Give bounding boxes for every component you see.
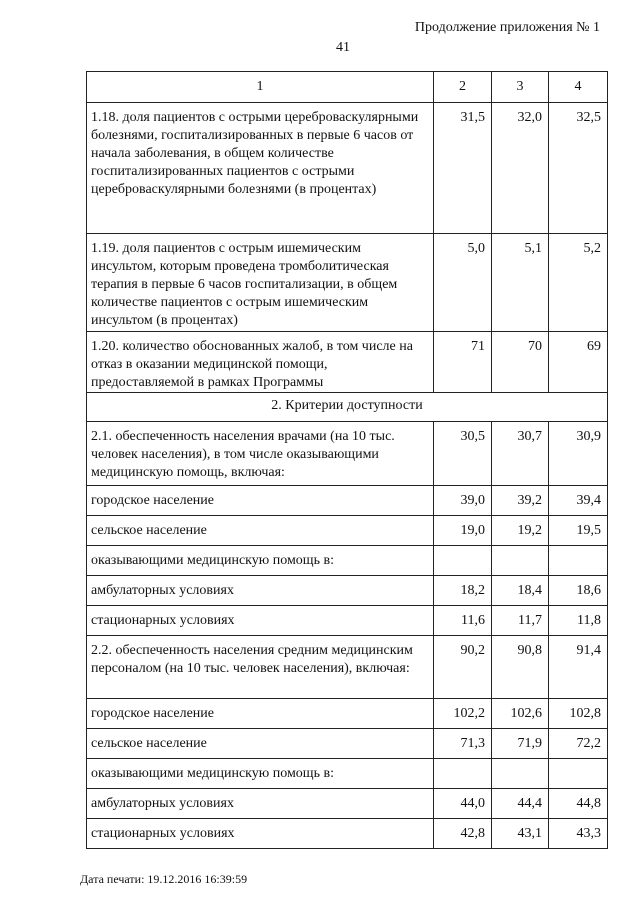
row-label: амбулаторных условиях <box>87 576 434 606</box>
value-cell: 30,7 <box>492 422 549 486</box>
value-cell: 44,0 <box>434 789 492 819</box>
row-label: оказывающими медицинскую помощь в: <box>87 546 434 576</box>
table-row <box>87 516 608 546</box>
value-cell: 39,0 <box>434 486 492 516</box>
value-cell: 11,7 <box>492 606 549 636</box>
value-cell: 18,4 <box>492 576 549 606</box>
column-header: 3 <box>492 72 549 103</box>
value-cell: 71,3 <box>434 729 492 759</box>
row-label: 2.2. обеспеченность населения средним медицинским персоналом (на 10 тыс. человек населения), включая: <box>87 636 434 699</box>
value-cell: 18,6 <box>549 576 608 606</box>
row-label: сельское население <box>87 516 434 546</box>
value-cell: 19,5 <box>549 516 608 546</box>
value-cell: 90,8 <box>492 636 549 699</box>
table-row <box>87 789 608 819</box>
value-cell <box>434 759 492 789</box>
value-cell: 44,4 <box>492 789 549 819</box>
table-row <box>87 422 608 486</box>
value-cell <box>492 759 549 789</box>
value-cell: 39,4 <box>549 486 608 516</box>
column-header: 2 <box>434 72 492 103</box>
column-header: 1 <box>87 72 434 103</box>
row-label: 1.18. доля пациентов с острыми цереброваскулярными болезнями, госпитализированных в первые 6 часов от начала заболевания, в общем количестве госпитализированных пациентов с острыми цереброваскулярными болезнями (в процентах) <box>87 103 434 234</box>
value-cell: 43,1 <box>492 819 549 849</box>
value-cell <box>549 759 608 789</box>
value-cell: 70 <box>492 332 549 393</box>
value-cell <box>434 546 492 576</box>
value-cell: 11,6 <box>434 606 492 636</box>
value-cell: 72,2 <box>549 729 608 759</box>
table-row <box>87 636 608 699</box>
value-cell: 32,0 <box>492 103 549 234</box>
value-cell: 90,2 <box>434 636 492 699</box>
value-cell: 102,2 <box>434 699 492 729</box>
row-label: амбулаторных условиях <box>87 789 434 819</box>
row-label: 2.1. обеспеченность населения врачами (на 10 тыс. человек населения), в том числе оказывающими медицинскую помощь, включая: <box>87 422 434 486</box>
value-cell: 69 <box>549 332 608 393</box>
value-cell: 11,8 <box>549 606 608 636</box>
value-cell <box>549 546 608 576</box>
value-cell: 71 <box>434 332 492 393</box>
table-row <box>87 729 608 759</box>
table-row <box>87 332 608 393</box>
continuation-note: Продолжение приложения № 1 <box>414 20 600 35</box>
criteria-table <box>86 71 608 849</box>
value-cell: 30,9 <box>549 422 608 486</box>
table-row <box>87 699 608 729</box>
value-cell: 32,5 <box>549 103 608 234</box>
value-cell: 19,0 <box>434 516 492 546</box>
row-label: сельское население <box>87 729 434 759</box>
value-cell: 102,8 <box>549 699 608 729</box>
table-row <box>87 234 608 332</box>
value-cell: 44,8 <box>549 789 608 819</box>
section-heading: 2. Критерии доступности <box>87 393 608 422</box>
value-cell: 31,5 <box>434 103 492 234</box>
value-cell: 42,8 <box>434 819 492 849</box>
row-label: оказывающими медицинскую помощь в: <box>87 759 434 789</box>
value-cell: 43,3 <box>549 819 608 849</box>
table-row <box>87 576 608 606</box>
value-cell: 18,2 <box>434 576 492 606</box>
row-label: стационарных условиях <box>87 819 434 849</box>
section-row <box>87 393 608 422</box>
row-label: стационарных условиях <box>87 606 434 636</box>
table-row <box>87 819 608 849</box>
row-label: 1.20. количество обоснованных жалоб, в том числе на отказ в оказании медицинской помощи, предоставляемой в рамках Программы <box>87 332 434 393</box>
value-cell: 30,5 <box>434 422 492 486</box>
value-cell: 91,4 <box>549 636 608 699</box>
value-cell: 102,6 <box>492 699 549 729</box>
page-number: 41 <box>336 40 350 55</box>
value-cell: 5,0 <box>434 234 492 332</box>
table-row <box>87 606 608 636</box>
table-header-row <box>87 72 608 103</box>
print-date: Дата печати: 19.12.2016 16:39:59 <box>80 872 248 886</box>
row-label: городское население <box>87 699 434 729</box>
value-cell: 39,2 <box>492 486 549 516</box>
table-row <box>87 103 608 234</box>
table-row <box>87 546 608 576</box>
value-cell: 5,1 <box>492 234 549 332</box>
value-cell: 5,2 <box>549 234 608 332</box>
column-header: 4 <box>549 72 608 103</box>
value-cell <box>492 546 549 576</box>
row-label: 1.19. доля пациентов с острым ишемическим инсультом, которым проведена тромболитическая терапия в первые 6 часов госпитализации, в общем количестве пациентов с острым ишемическим инсультом (в процентах) <box>87 234 434 332</box>
row-label: городское население <box>87 486 434 516</box>
table-row <box>87 486 608 516</box>
table-row <box>87 759 608 789</box>
value-cell: 19,2 <box>492 516 549 546</box>
value-cell: 71,9 <box>492 729 549 759</box>
